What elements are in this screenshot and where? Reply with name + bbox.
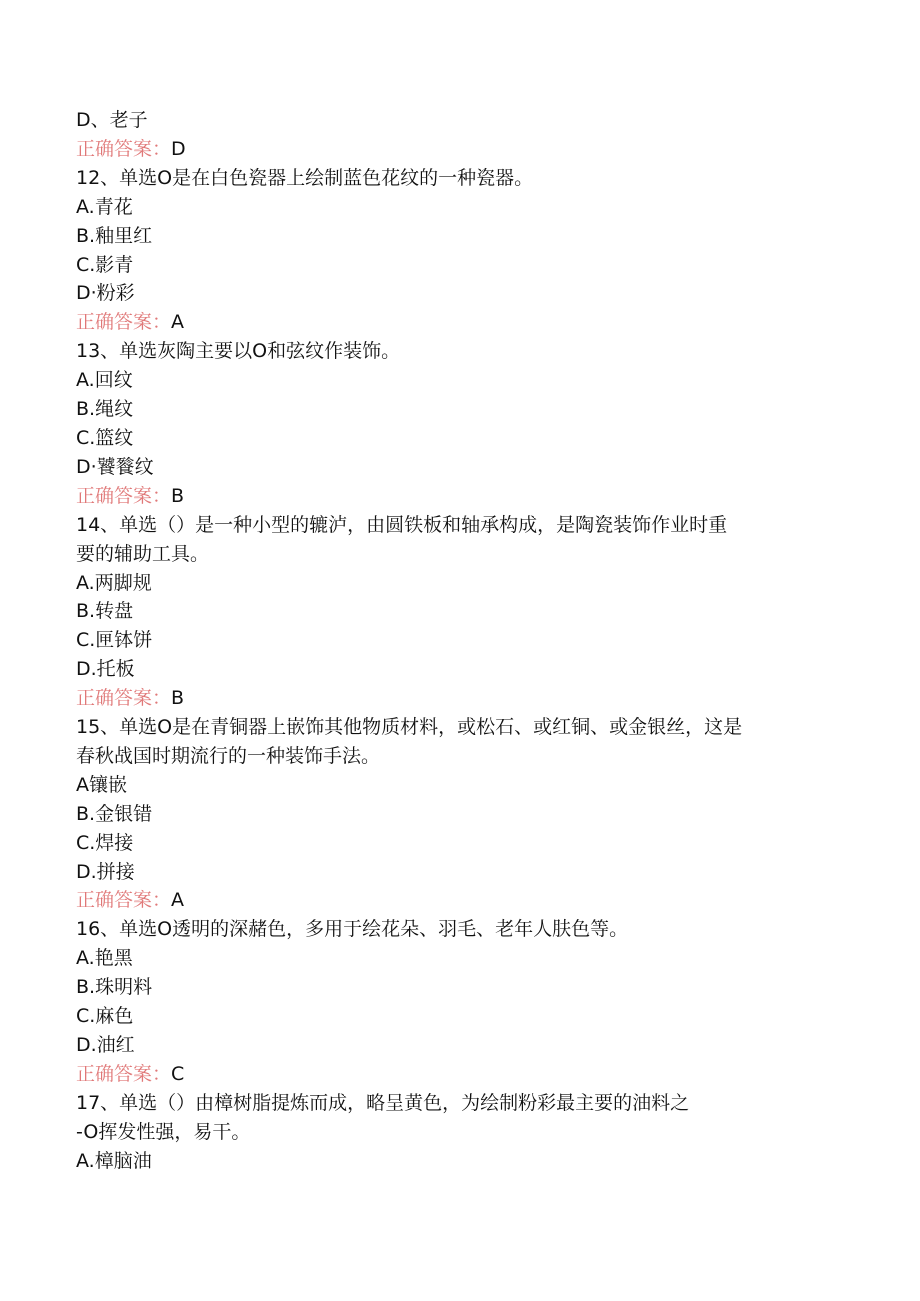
answer-value: B — [171, 484, 185, 507]
question-text: 14、单选（）是一种小型的辘泸，由圆铁板和轴承构成，是陶瓷装饰作业时重 — [76, 513, 728, 536]
option-text: C.匣钵饼 — [76, 629, 153, 652]
answer-line — [76, 135, 856, 164]
answer-value: C — [171, 1062, 185, 1085]
option-text: A.青花 — [76, 195, 133, 218]
answer-value: A — [171, 889, 185, 912]
option-text: B.转盘 — [76, 600, 134, 623]
question-text: 春秋战国时期流行的一种装饰手法。 — [76, 744, 381, 767]
answer-line — [76, 482, 856, 511]
option-text: D·饕餮纹 — [76, 455, 154, 478]
option-text: A.樟脑油 — [76, 1149, 152, 1172]
answer-label: 正确答案： — [76, 484, 172, 507]
answer-value: B — [171, 687, 185, 710]
option-text: B.绳纹 — [76, 398, 134, 421]
answer-label: 正确答案： — [76, 1062, 172, 1085]
question-text: 要的辅助工具。 — [76, 542, 210, 565]
answer-label: 正确答案： — [76, 137, 172, 160]
document-page — [76, 106, 856, 1176]
question-text: 13、单选灰陶主要以O和弦纹作装饰。 — [76, 340, 401, 363]
option-text: A镶嵌 — [76, 773, 127, 796]
answer-label: 正确答案： — [76, 311, 172, 334]
option-text: D、老子 — [76, 109, 148, 131]
option-text: C.篮纹 — [76, 426, 134, 449]
answer-value: D — [171, 137, 186, 160]
answer-line — [76, 684, 856, 713]
option-text: C.麻色 — [76, 1005, 134, 1028]
option-text: A.两脚规 — [76, 571, 152, 594]
option-text: C.焊接 — [76, 831, 134, 854]
answer-label: 正确答案： — [76, 889, 172, 912]
question-text: 12、单选O是在白色瓷器上绘制蓝色花纹的一种瓷器。 — [76, 166, 534, 189]
option-text: D·粉彩 — [76, 282, 135, 305]
option-text: D.油红 — [76, 1034, 135, 1056]
option-text: B.珠明料 — [76, 976, 153, 999]
answer-line — [76, 1060, 856, 1089]
option-text: D.拼接 — [76, 860, 135, 883]
question-text: 15、单选O是在青铜器上嵌饰其他物质材料，或松石、或红铜、或金银丝，这是 — [76, 716, 743, 739]
question-text: 17、单选（）由樟树脂提炼而成，略呈黄色，为绘制粉彩最主要的油料之 — [76, 1091, 690, 1114]
option-text: A.回纹 — [76, 369, 133, 392]
answer-value: A — [171, 311, 185, 334]
option-text: A.艳黑 — [76, 947, 133, 970]
option-text: B.釉里红 — [76, 224, 153, 247]
question-text: -O挥发性强，易干。 — [76, 1120, 251, 1143]
option-text: B.金银错 — [76, 802, 153, 825]
option-text: D.托板 — [76, 658, 135, 681]
option-text: C.影青 — [76, 253, 134, 276]
answer-line — [76, 308, 856, 337]
answer-line — [76, 886, 856, 915]
answer-label: 正确答案： — [76, 687, 172, 710]
question-text: 16、单选O透明的深赭色，多用于绘花朵、羽毛、老年人肤色等。 — [76, 918, 629, 941]
